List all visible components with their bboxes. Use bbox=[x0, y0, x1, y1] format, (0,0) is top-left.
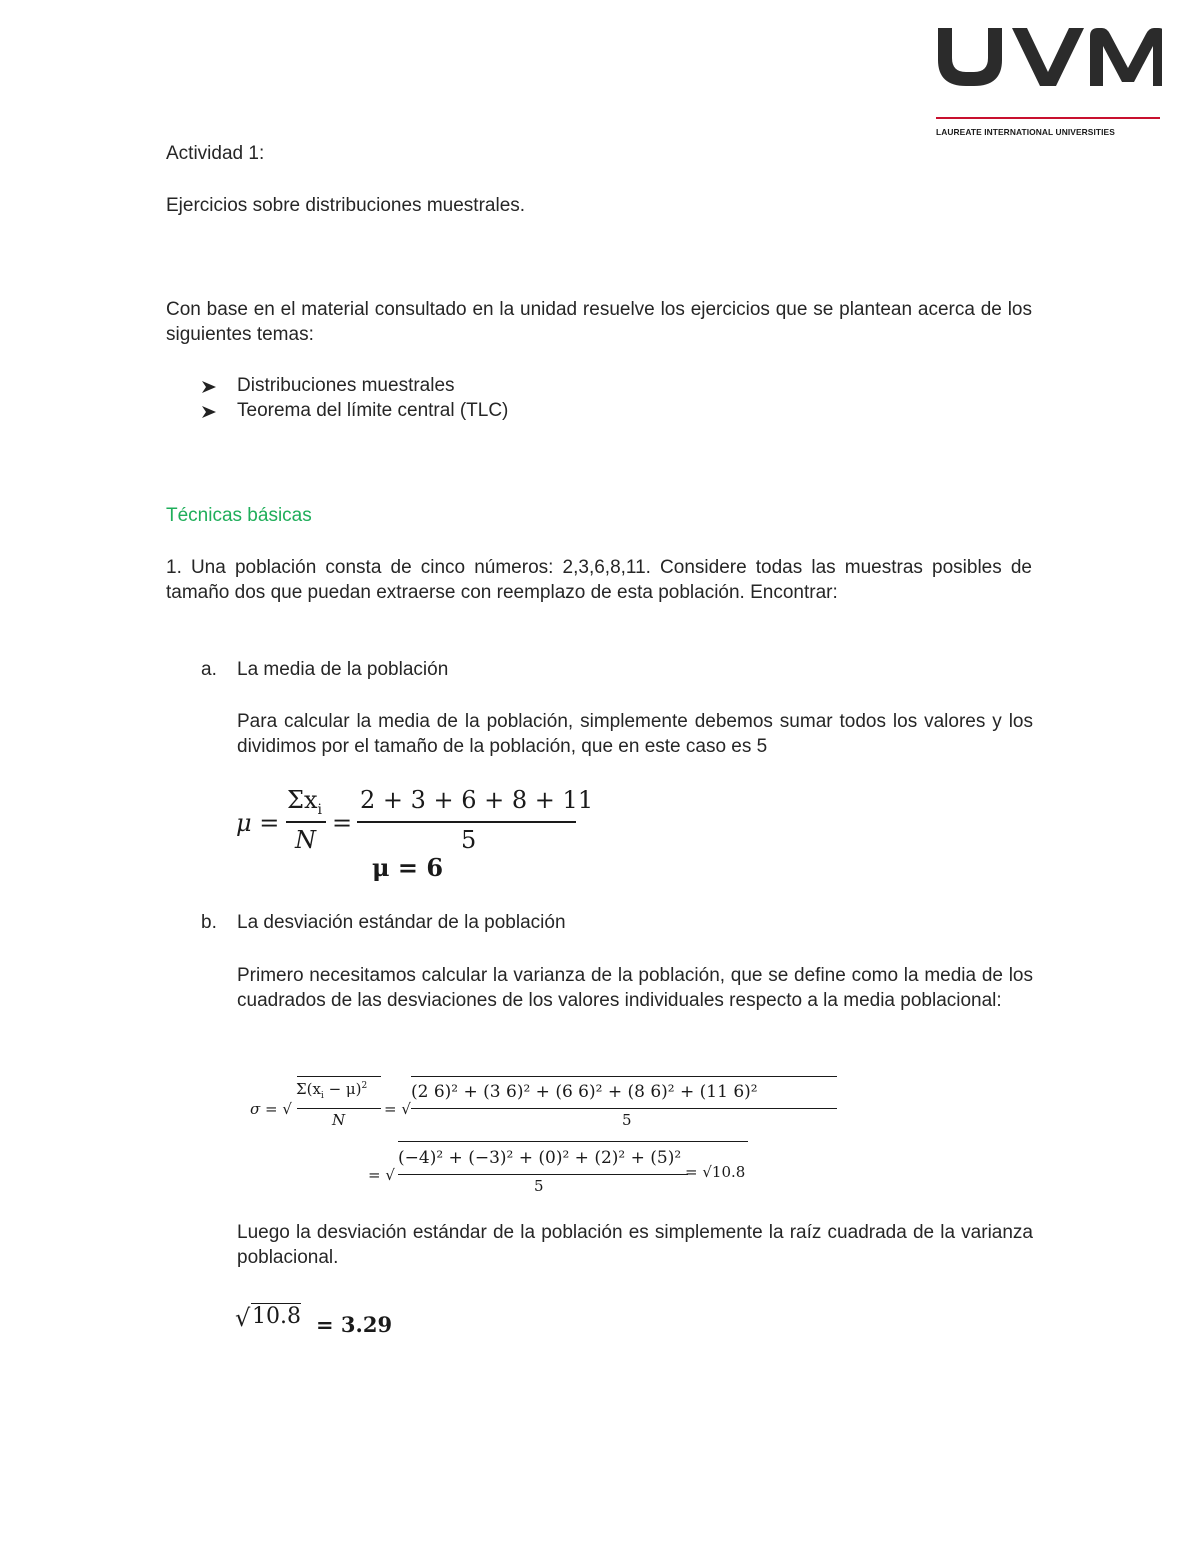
std-formula-line2-result: = √10.8 bbox=[685, 1163, 746, 1181]
fraction-bar bbox=[286, 821, 326, 823]
item-a-marker: a. bbox=[201, 659, 217, 680]
mean-formula-frac2-den: 5 bbox=[461, 826, 477, 854]
arrowhead-bullet-icon bbox=[201, 373, 217, 398]
activity-title: Actividad 1: bbox=[166, 143, 265, 164]
mean-formula-frac1-num: $\Sigma x_i$ bbox=[287, 786, 322, 818]
item-a-explanation: Para calcular la media de la población, simplemente debemos sumar todos los valores y los dividimos por el tamaño de la población, que en este caso es 5 bbox=[237, 711, 1033, 757]
item-b-title: La desviación estándar de la población bbox=[237, 912, 566, 933]
uvm-logo bbox=[934, 24, 1162, 137]
item-b-marker: b. bbox=[201, 912, 217, 933]
fraction-bar bbox=[411, 1108, 837, 1109]
fraction-bar bbox=[357, 821, 576, 823]
intro-paragraph: Con base en el material consultado en la unidad resuelve los ejercicios que se plantean acerca de los siguientes temas: bbox=[166, 299, 1032, 345]
sqrt-bar bbox=[411, 1076, 837, 1077]
std-formula-eq2: = √ bbox=[368, 1166, 395, 1184]
mean-formula-lhs: μ = bbox=[236, 809, 280, 837]
std-formula-line2-num: (−4)² + (−3)² + (0)² + (2)² + (5)² bbox=[398, 1148, 682, 1168]
mean-formula-eq: = bbox=[332, 809, 353, 837]
sqrt-bar bbox=[398, 1141, 748, 1142]
topic-label: Teorema del límite central (TLC) bbox=[237, 400, 509, 421]
activity-subtitle: Ejercicios sobre distribuciones muestrales. bbox=[166, 195, 526, 216]
std-formula-eq1: = √ bbox=[384, 1100, 411, 1118]
final-radicand: 10.8 bbox=[252, 1304, 301, 1329]
arrowhead-bullet-icon bbox=[201, 398, 217, 423]
item-b-conclusion: Luego la desviación estándar de la población es simplemente la raíz cuadrada de la varianza poblacional. bbox=[237, 1222, 1033, 1268]
item-a-title: La media de la población bbox=[237, 659, 449, 680]
topic-label: Distribuciones muestrales bbox=[237, 375, 455, 396]
sqrt-bar bbox=[297, 1076, 381, 1077]
uvm-wordmark-logo bbox=[934, 24, 1162, 88]
fraction-bar bbox=[297, 1108, 381, 1109]
exercise-statement: 1. Una población consta de cinco números: 2,3,6,8,11. Considere todas las muestras posibles de tamaño dos que puedan extraerse con reemplazo de esta población. Encontrar: bbox=[166, 557, 1032, 603]
std-formula-line2-den: 5 bbox=[534, 1177, 544, 1195]
section-title: Técnicas básicas bbox=[166, 505, 312, 526]
std-formula-frac1-den: N bbox=[332, 1111, 346, 1129]
std-formula-line1-num: (2 6)² + (3 6)² + (6 6)² + (8 6)² + (11 6)² bbox=[411, 1082, 758, 1102]
logo-subtitle: LAUREATE INTERNATIONAL UNIVERSITIES bbox=[936, 127, 1115, 137]
std-formula-line1-den: 5 bbox=[622, 1111, 632, 1129]
std-formula-lhs: σ = √ bbox=[250, 1100, 292, 1118]
mean-result: μ = 6 bbox=[372, 853, 444, 882]
logo-divider bbox=[936, 117, 1160, 119]
item-b-explanation: Primero necesitamos calcular la varianza de la población, que se define como la media de los cuadrados de las desviaciones de los valores individuales respecto a la media poblacional: bbox=[237, 965, 1033, 1011]
mean-formula-frac2-num: 2 + 3 + 6 + 8 + 11 bbox=[360, 786, 594, 814]
final-value: = 3.29 bbox=[316, 1312, 393, 1337]
fraction-bar bbox=[398, 1174, 688, 1175]
mean-formula-frac1-den: N bbox=[295, 826, 316, 854]
std-formula-frac1-num: $\Sigma(x_i - \mu)^2$ bbox=[296, 1080, 368, 1101]
sqrt-symbol: √ bbox=[235, 1304, 251, 1332]
